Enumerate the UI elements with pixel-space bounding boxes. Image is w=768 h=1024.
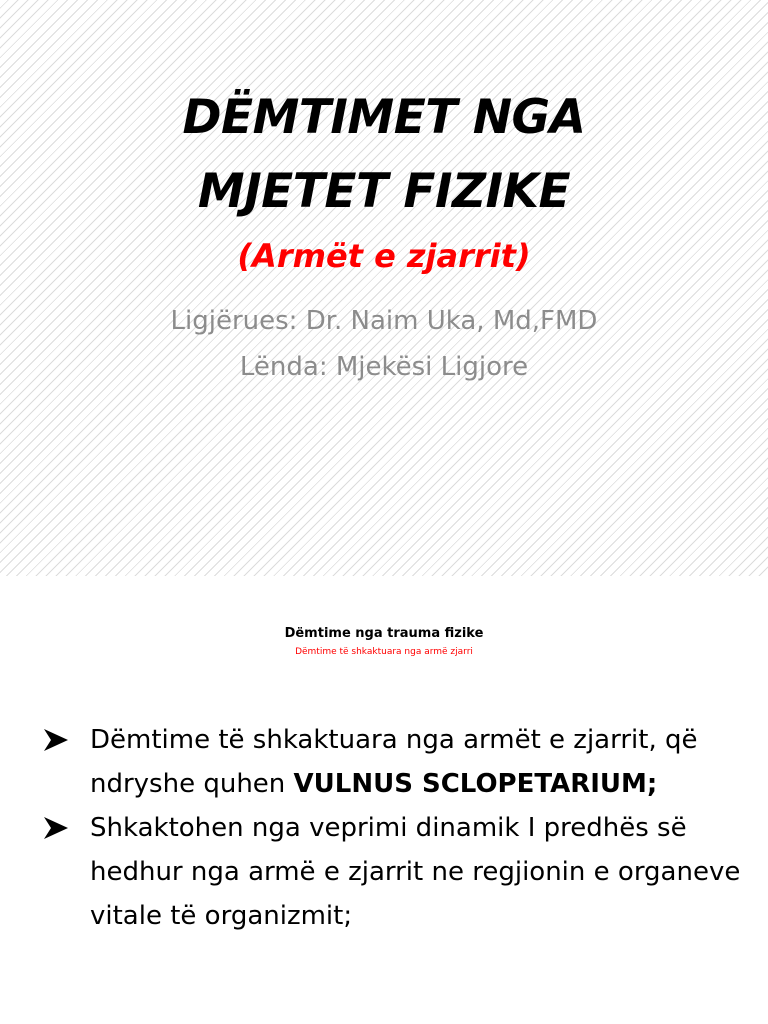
bullet-list (42, 718, 742, 938)
lecturer-line: Ligjërues: Dr. Naim Uka, Md,FMD (170, 306, 598, 336)
slide-subtitle: (Armët e zjarrit) (237, 237, 531, 275)
content-slide-subheading: Dëmtime të shkaktuara nga armë zjarri (295, 647, 473, 657)
slide-title-line-1: DËMTIMET NGA (182, 90, 586, 145)
slide-title-line-2: MJETET FIZIKE (197, 164, 571, 219)
arrow-bullet-icon (42, 814, 70, 842)
bullet-2-text: Shkaktohen nga veprimi dinamik I predhës së hedhur nga armë e zjarrit ne regjionin e organeve vitale të organizmit; (90, 813, 741, 931)
bullet-item-1 (42, 718, 742, 806)
bullet-item-2 (42, 806, 742, 938)
subject-line: Lënda: Mjekësi Ligjore (239, 352, 529, 382)
arrow-bullet-icon (42, 726, 70, 754)
content-slide-heading: Dëmtime nga trauma fizike (284, 626, 484, 641)
bullet-1-text: Dëmtime të shkaktuara nga armët e zjarrit, që ndryshe quhen (90, 725, 698, 799)
content-slide (0, 576, 768, 1024)
bullet-1-bold-term: VULNUS SCLOPETARIUM; (293, 769, 658, 799)
